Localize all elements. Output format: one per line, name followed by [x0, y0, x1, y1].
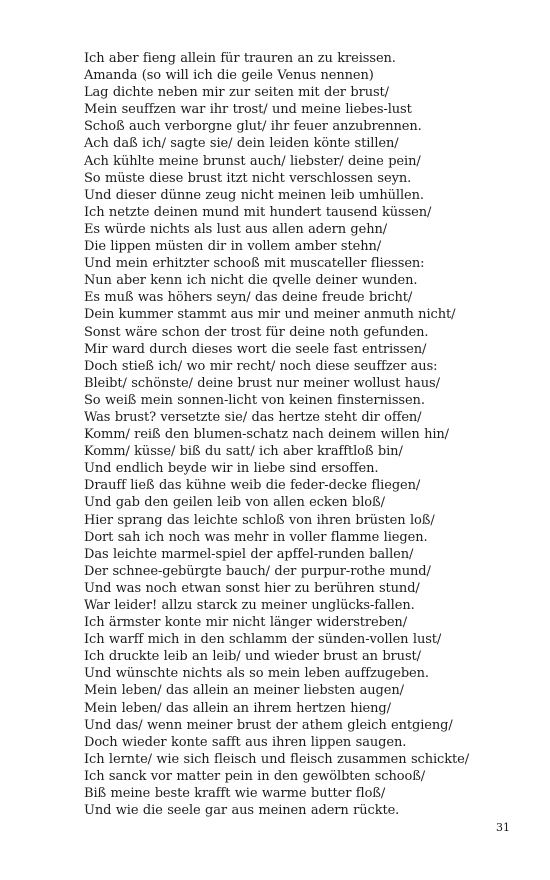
poem-line: Sonst wäre schon der trost für deine noth gefunden. [84, 324, 429, 340]
poem-line: Komm/ reiß den blumen-schatz nach deinem willen hin/ [84, 427, 449, 443]
poem-line: Bleibt/ schönste/ deine brust nur meiner wollust haus/ [84, 375, 440, 391]
poem-line: Ich ärmster konte mir nicht länger widerstreben/ [84, 615, 407, 631]
poem-line: Lag dichte neben mir zur seiten mit der brust/ [84, 85, 389, 101]
poem-line: Komm/ küsse/ biß du satt/ ich aber krafftloß bin/ [84, 444, 403, 460]
poem-line: Schoß auch verborgne glut/ ihr feuer anzubrennen. [84, 119, 422, 135]
poem-line: Drauff ließ das kühne weib die feder-decke fliegen/ [84, 478, 421, 494]
poem-line: Was brust? versetzte sie/ das hertze steht dir offen/ [84, 409, 422, 425]
poem-line: Mein seuffzen war ihr trost/ und meine liebes-lust [84, 102, 412, 118]
poem-line: Dort sah ich noch was mehr in voller flamme liegen. [84, 529, 428, 545]
poem-line: Und gab den geilen leib von allen ecken bloß/ [84, 495, 385, 511]
poem-line: Ach daß ich/ sagte sie/ dein leiden könte stillen/ [84, 136, 399, 152]
poem-line: Doch wieder konte safft aus ihren lippen saugen. [84, 734, 407, 750]
poem-line: Amanda (so will ich die geile Venus nennen) [84, 68, 374, 84]
poem-line: Dein kummer stammt aus mir und meiner anmuth nicht/ [84, 307, 456, 323]
poem-line: So müste diese brust itzt nicht verschlossen seyn. [84, 170, 412, 186]
poem-line: Mein leben/ das allein an meiner liebsten augen/ [84, 683, 404, 699]
poem-line: Ich sanck vor matter pein in den gewölbten schooß/ [84, 768, 426, 784]
poem-line: Mir ward durch dieses wort die seele fast entrissen/ [84, 341, 427, 357]
poem-line: Doch stieß ich/ wo mir recht/ noch diese seuffzer aus: [84, 358, 438, 374]
poem-line: Mein leben/ das allein an ihrem hertzen hieng/ [84, 700, 391, 716]
poem-line: Und was noch etwan sonst hier zu berühren stund/ [84, 580, 420, 596]
poem-line: Es muß was höhers seyn/ das deine freude bricht/ [84, 290, 413, 306]
poem-line: Ich aber fieng allein für trauren an zu kreissen. [84, 51, 396, 66]
poem-line: Hier sprang das leichte schloß von ihren brüsten loß/ [84, 512, 435, 528]
poem-line: War leider! allzu starck zu meiner unglücks-fallen. [84, 598, 415, 613]
poem-text [84, 50, 524, 819]
poem-line: Ich netzte deinen mund mit hundert tausend küssen/ [84, 204, 432, 220]
poem-line: Und wünschte nichts als so mein leben auffzugeben. [84, 666, 429, 682]
poem-line: Es würde nichts als lust aus allen adern gehn/ [84, 221, 388, 237]
poem-line: Nun aber kenn ich nicht die qvelle deiner wunden. [84, 273, 418, 289]
poem-line: Ach kühlte meine brunst auch/ liebster/ deine pein/ [84, 153, 421, 169]
poem-line: Und dieser dünne zeug nicht meinen leib umhüllen. [84, 187, 424, 203]
poem-line: Und endlich beyde wir in liebe sind ersoffen. [84, 461, 379, 477]
poem-line: Ich druckte leib an leib/ und wieder brust an brust/ [84, 649, 421, 665]
poem-line: Biß meine beste krafft wie warme butter floß/ [84, 786, 386, 802]
page-number: 31 [496, 821, 510, 834]
poem-line: Ich warff mich in den schlamm der sünden-vollen lust/ [84, 632, 442, 648]
poem-line: Das leichte marmel-spiel der apffel-runden ballen/ [84, 546, 414, 562]
poem-line: Und mein erhitzter schooß mit muscateller fliessen: [84, 256, 425, 272]
poem-line: Der schnee-gebürgte bauch/ der purpur-rothe mund/ [84, 563, 431, 579]
poem-line: Und wie die seele gar aus meinen adern rückte. [84, 803, 400, 819]
poem-line: Ich lernte/ wie sich fleisch und fleisch zusammen schickte/ [84, 751, 470, 767]
poem-line: Und das/ wenn meiner brust der athem gleich entgieng/ [84, 717, 453, 733]
poem-line: Die lippen müsten dir in vollem amber stehn/ [84, 239, 382, 255]
poem-line: So weiß mein sonnen-licht von keinen finsternissen. [84, 392, 425, 408]
